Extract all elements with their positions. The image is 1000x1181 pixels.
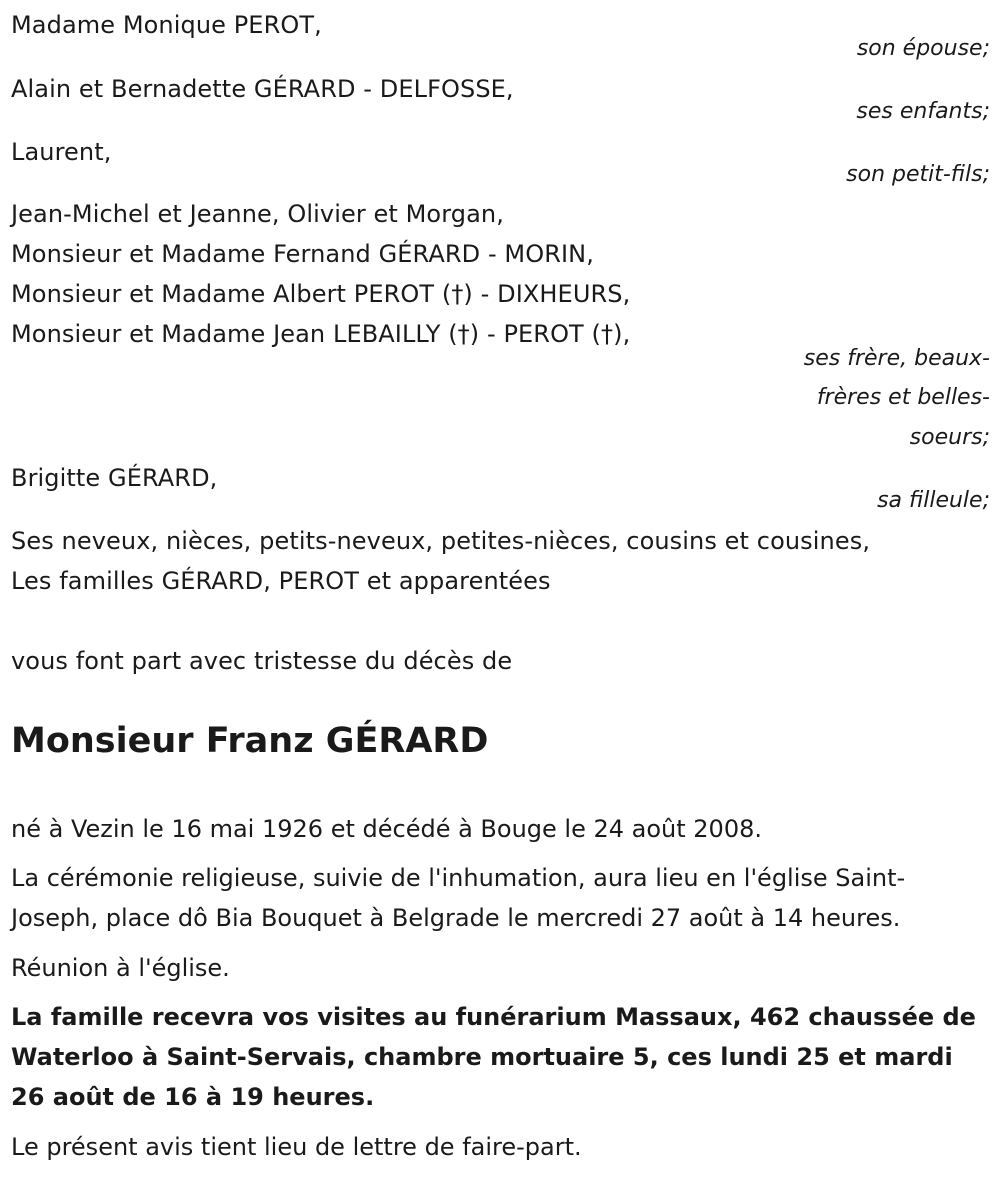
siblings-relation-line: soeurs; [909, 425, 990, 450]
deceased-name: Monsieur Franz GÉRARD [11, 721, 489, 761]
sibling-line: Monsieur et Madame Jean LEBAILLY (†) - PEROT (†), [11, 320, 631, 348]
meeting-text: Réunion à l'église. [11, 954, 230, 982]
ceremony-text: La cérémonie religieuse, suivie de l'inhumation, aura lieu en l'église Saint-Joseph, place dô Bia Bouquet à Belgrade le mercredi 27 août à 14 heures. [11, 864, 906, 932]
closing-text: Le présent avis tient lieu de lettre de faire-part. [11, 1133, 582, 1161]
grandson-name: Laurent, [11, 138, 112, 166]
children-name: Alain et Bernadette GÉRARD - DELFOSSE, [11, 75, 514, 103]
sibling-line: Monsieur et Madame Fernand GÉRARD - MORIN, [11, 240, 594, 268]
announcement-text: vous font part avec tristesse du décès de [11, 647, 513, 675]
relatives-line: Les familles GÉRARD, PEROT et apparentées [11, 567, 551, 595]
goddaughter-name: Brigitte GÉRARD, [11, 464, 218, 492]
birth-death-text: né à Vezin le 16 mai 1926 et décédé à Bouge le 24 août 2008. [11, 815, 762, 843]
sibling-line: Monsieur et Madame Albert PEROT (†) - DIXHEURS, [11, 280, 631, 308]
sibling-line: Jean-Michel et Jeanne, Olivier et Morgan, [11, 200, 504, 228]
goddaughter-relation: sa filleule; [877, 488, 990, 513]
spouse-relation: son épouse; [856, 36, 990, 61]
grandson-relation: son petit-fils; [846, 162, 990, 187]
spouse-name: Madame Monique PEROT, [11, 11, 322, 39]
visits-text: La famille recevra vos visites au funérarium Massaux, 462 chaussée de Waterloo à Saint-Servais, chambre mortuaire 5, ces lundi 25 et mardi 26 août de 16 à 19 heures. [11, 1003, 976, 1111]
siblings-relation-line: frères et belles- [816, 385, 990, 410]
relatives-line: Ses neveux, nièces, petits-neveux, petites-nièces, cousins et cousines, [11, 527, 871, 555]
siblings-relation-line: ses frère, beaux- [803, 346, 990, 371]
children-relation: ses enfants; [856, 99, 990, 124]
